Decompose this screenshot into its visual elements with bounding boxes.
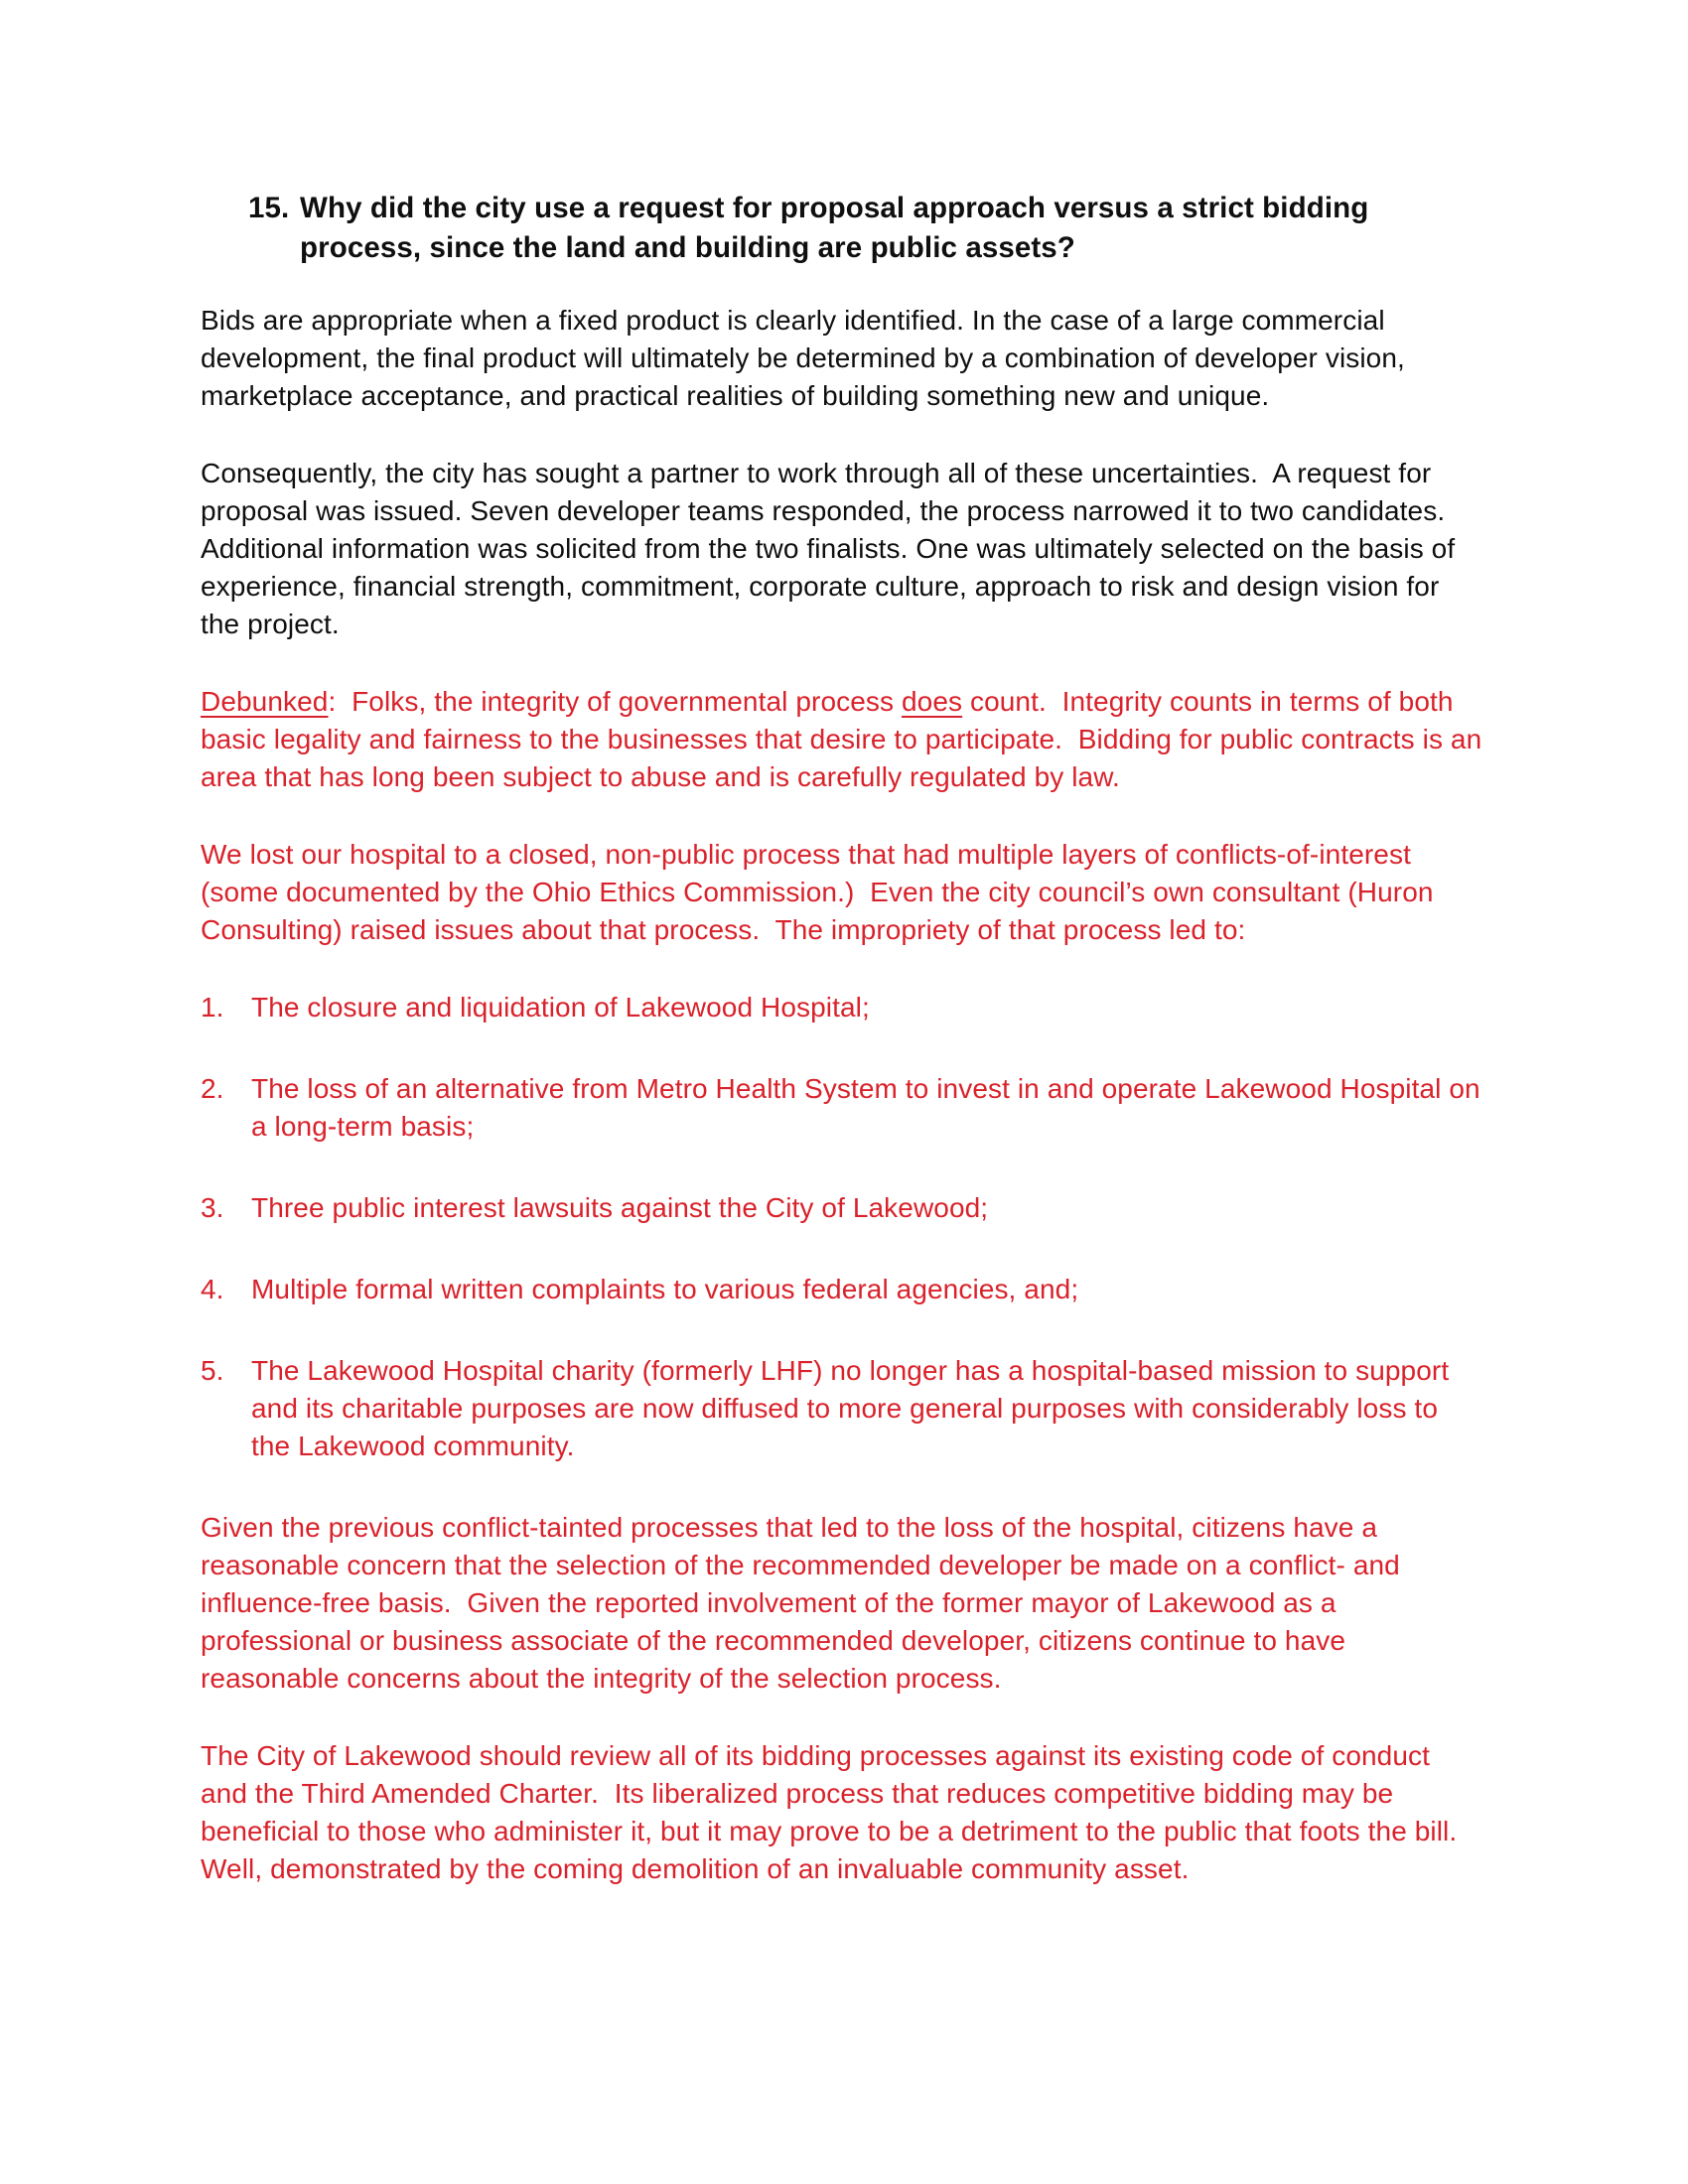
list-item-3 (201, 1189, 1483, 1227)
underlined-text-segment: Debunked (201, 686, 329, 717)
question-number: 15. (248, 192, 290, 224)
question-heading (248, 189, 1483, 268)
list-item-1 (201, 989, 1483, 1026)
list-item-2-number: 2. (201, 1073, 224, 1104)
answer-paragraph-1: Bids are appropriate when a fixed product is clearly identified. In the case of a large commercial development, the final product will ultimately be determined by a combination of developer vision, marketplace acceptance, and practical realities of building something new and unique. (201, 305, 1413, 411)
list-item-1-number: 1. (201, 992, 224, 1023)
document-content (201, 189, 1490, 1928)
list-item-4-number: 4. (201, 1274, 224, 1304)
answer-paragraph-2: Consequently, the city has sought a partner to work through all of these uncertainties. A request for proposal was issued. Seven developer teams responded, the process narrowed it to two candidates. Additional information was solicited from the two finalists. One was ultimately selected on the basis of experience, financial strength, commitment, corporate culture, approach to risk and design vision for the project. (201, 458, 1464, 639)
text-segment: : Folks, the integrity of governmental process (328, 686, 902, 717)
list-item-3-number: 3. (201, 1192, 224, 1223)
red-numbered-list (201, 989, 1488, 1465)
question-text: Why did the city use a request for proposal approach versus a strict bidding process, since the land and building are public assets? (300, 192, 1369, 264)
red-closing-paragraph-1: Given the previous conflict-tainted processes that led to the loss of the hospital, citizens have a reasonable concern that the selection of the recommended developer be made on a conflict- and influence-free basis. Given the reported involvement of the former mayor of Lakewood as a professional or business associate of the recommended developer, citizens continue to have reasonable concerns about the integrity of the selection process. (201, 1512, 1408, 1694)
list-item-5-text: The Lakewood Hospital charity (formerly LHF) no longer has a hospital-based mission to support and its charitable purposes are now diffused to more general purposes with considerably loss to the Lakewood community. (251, 1355, 1458, 1461)
list-item-4 (201, 1271, 1483, 1308)
red-intro-paragraph: We lost our hospital to a closed, non-public process that had multiple layers of conflicts-of-interest (some documented by the Ohio Ethics Commission.) Even the city council’s own consultant (Huron Consulting) raised issues about that process. The impropriety of that process led to: (201, 839, 1442, 945)
debunked-paragraph (201, 683, 1490, 796)
list-item-5-number: 5. (201, 1355, 224, 1386)
list-item-3-text: Three public interest lawsuits against the City of Lakewood; (251, 1192, 989, 1223)
text-segment: count. Integrity counts in terms of both basic legality and fairness to the businesses that desire to participate. Bidding for public contracts is an area that has long been subject to abuse and is carefully regulated by law. (201, 686, 1490, 792)
list-item-4-text: Multiple formal written complaints to various federal agencies, and; (251, 1274, 1079, 1304)
red-closing-paragraph-2: The City of Lakewood should review all of its bidding processes against its existing code of conduct and the Third Amended Charter. Its liberalized process that reduces competitive bidding may be beneficial to those who administer it, but it may prove to be a detriment to the public that foots the bill. Well, demonstrated by the coming demolition of an invaluable community asset. (201, 1740, 1474, 1884)
list-item-2-text: The loss of an alternative from Metro Health System to invest in and operate Lakewood Hospital on a long-term basis; (251, 1073, 1488, 1142)
list-item-2 (201, 1070, 1488, 1146)
list-item-1-text: The closure and liquidation of Lakewood Hospital; (251, 992, 870, 1023)
list-item-5 (201, 1352, 1483, 1465)
underlined-text-segment: does (901, 686, 963, 717)
